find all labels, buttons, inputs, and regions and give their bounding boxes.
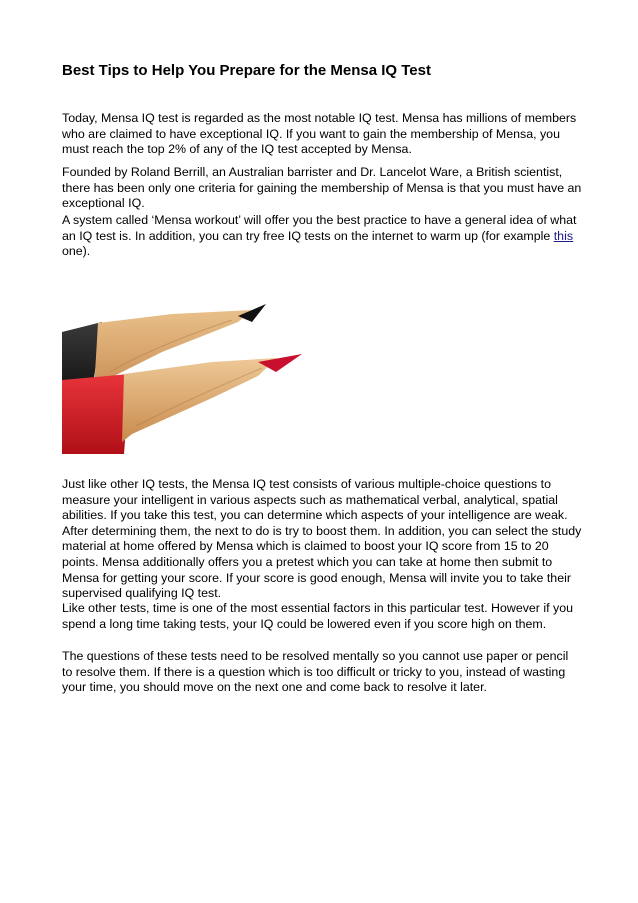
example-link[interactable]: this bbox=[553, 228, 574, 243]
red-pencil-body bbox=[62, 374, 130, 454]
paragraph-mental-resolve: The questions of these tests need to be resolved mentally so you cannot use paper or pencil to resolve them. If there is a question which is too difficult or tricky to you, instead of wasting your time, you should move on the next one and come back to resolve it later. bbox=[62, 649, 569, 695]
paragraph-time-factor: Like other tests, time is one of the most essential factors in this particular test. However if you spend a long time taking tests, your IQ could be lowered even if you score high on them. bbox=[62, 601, 573, 631]
paragraph-mensa-workout bbox=[62, 213, 582, 260]
paragraph-text: one). bbox=[62, 244, 91, 259]
paragraph-intro: Today, Mensa IQ test is regarded as the most notable IQ test. Mensa has millions of members who are claimed to have exceptional IQ. If you want to gain the membership of Mensa, you must reach the top 2% of any of the IQ test accepted by Mensa. bbox=[62, 111, 577, 157]
paragraph-test-structure: Just like other IQ tests, the Mensa IQ test consists of various multiple-choice questions to measure your intelligent in various aspects such as mathematical verbal, analytical, spatial abilities. If you take this test, you can determine which aspects of your intelligence are weak. After determining them, the next to do is try to boost them. In addition, you can select the study material at home offered by Mensa which is claimed to boost your IQ score from 15 to 20 points. Mensa additionally offers you a pretest which you can take at home then submit to Mensa for getting your score. If your score is good enough, Mensa will invite you to take their supervised qualifying IQ test. bbox=[62, 477, 582, 601]
paragraph-text: A system called ‘Mensa workout’ will offer you the best practice to have a general idea of what an IQ test is. In addition, you can try free IQ tests on the internet to warm up (for example bbox=[62, 213, 577, 243]
paragraph-founders: Founded by Roland Berrill, an Australian barrister and Dr. Lancelot Ware, a British scientist, there has been only one criteria for gaining the membership of Mensa is that you must have an exceptional IQ. bbox=[62, 165, 582, 211]
red-pencil-wood bbox=[122, 358, 277, 442]
document-title: Best Tips to Help You Prepare for the Mensa IQ Test bbox=[62, 62, 431, 79]
pencils-image bbox=[62, 302, 318, 454]
pencils-illustration bbox=[62, 302, 318, 454]
